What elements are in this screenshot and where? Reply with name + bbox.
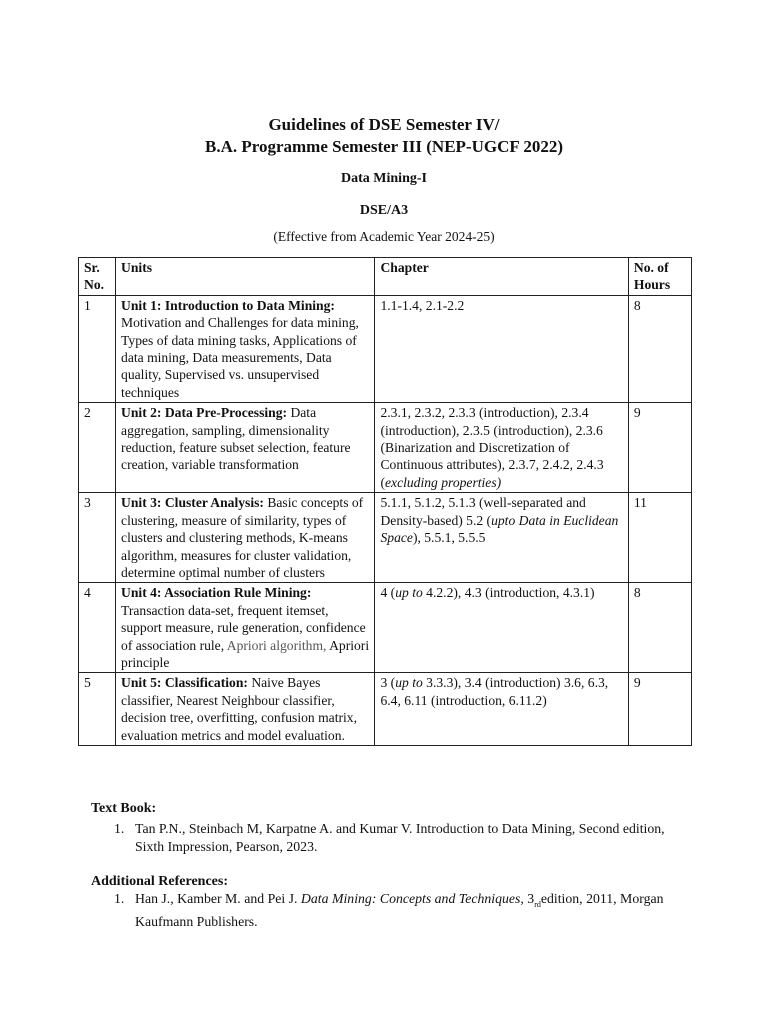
table-row <box>79 493 692 583</box>
reference-book-title: Data Mining: Concepts and Techniques <box>300 891 521 906</box>
unit-text: Data aggregation, sampling, dimensionality reduction, feature subset selection, feature creation, variable transformation <box>121 405 351 473</box>
row-sr: 5 <box>79 673 116 746</box>
row-hours: 9 <box>628 673 691 746</box>
header-sr-no: Sr. No. <box>79 258 116 296</box>
row-units <box>116 583 375 673</box>
row-hours: 8 <box>628 583 691 673</box>
row-chapter <box>375 493 628 583</box>
row-units <box>116 403 375 493</box>
chapter-text: 3.3.3), 3.4 (introduction) 3.6, 6.3, 6.4, 6.11 (introduction, 6.11.2) <box>380 675 609 708</box>
additional-references-heading: Additional References: <box>91 874 228 889</box>
unit-text: Apriori principle <box>121 637 370 670</box>
unit-text: Transaction data-set, frequent itemset, support measure, rule generation, confidence of association rule, <box>121 602 366 653</box>
chapter-text: 4.2.2), 4.3 (introduction, 4.3.1) <box>422 585 595 601</box>
header-hours: No. of Hours <box>628 258 691 296</box>
reference-text: Tan P.N., Steinbach M, Karpatne A. and Kumar V. Introduction to Data Mining, Second edition, Sixth Impression, Pearson, 2023. <box>135 821 665 854</box>
document-title-line1: Guidelines of DSE Semester IV/ <box>268 115 500 134</box>
row-units <box>116 295 375 402</box>
chapter-text: 4 ( <box>380 585 396 601</box>
list-number: 1. <box>114 891 125 906</box>
effective-note: (Effective from Academic Year 2024-25) <box>273 229 495 244</box>
reference-edition: , 3 <box>520 891 535 906</box>
chapter-text: 5.1.1, 5.1.2, 5.1.3 (well-separated and Density-based) 5.2 ( <box>380 495 586 528</box>
unit-text-gray: Apriori algorithm, <box>226 637 327 653</box>
chapter-italic: up to <box>395 585 423 601</box>
header-chapter: Chapter <box>375 258 628 296</box>
unit-text: Motivation and Challenges for data mining, Types of data mining tasks, Applications of data mining, Data measurements, Data quality, Supervised vs. unsupervised techniques <box>121 315 359 400</box>
course-name: Data Mining-I <box>341 171 427 186</box>
reference-authors: Han J., Kamber M. and Pei J. <box>135 891 301 906</box>
row-chapter <box>375 403 628 493</box>
unit-title: Unit 2: Data Pre-Processing: <box>121 405 288 421</box>
row-chapter: 1.1-1.4, 2.1-2.2 <box>375 295 628 402</box>
unit-text: Naive Bayes classifier, Nearest Neighbour classifier, decision tree, overfitting, confusion matrix, evaluation metrics and model evaluation. <box>121 675 357 743</box>
table-row <box>79 403 692 493</box>
row-sr: 4 <box>79 583 116 673</box>
syllabus-table <box>78 257 692 746</box>
chapter-italic: up to <box>395 675 423 691</box>
row-sr: 1 <box>79 295 116 402</box>
unit-title: Unit 5: Classification: <box>121 675 248 691</box>
row-sr: 3 <box>79 493 116 583</box>
chapter-text: 3 ( <box>380 675 396 691</box>
row-units <box>116 673 375 746</box>
text-book-heading: Text Book: <box>91 801 157 816</box>
chapter-text: 2.3.1, 2.3.2, 2.3.3 (introduction), 2.3.4 (introduction), 2.3.5 (introduction), 2.3.6 (Binarization and Discretization of Continuous attributes), 2.3.7, 2.4.2, 2.4.3 ( <box>380 405 604 490</box>
row-hours: 8 <box>628 295 691 402</box>
chapter-text: ), 5.5.1, 5.5.5 <box>412 530 486 546</box>
table-row <box>79 673 692 746</box>
table-row <box>79 295 692 402</box>
row-chapter <box>375 673 628 746</box>
reference-text <box>135 890 675 931</box>
header-units: Units <box>116 258 375 296</box>
course-code: DSE/A3 <box>359 203 409 218</box>
unit-title: Unit 4: Association Rule Mining: <box>121 585 312 601</box>
unit-text: Basic concepts of clustering, measure of similarity, types of clusters and clustering methods, K-means algorithm, measures for cluster validation, determine optimal number of clusters <box>121 495 364 580</box>
row-chapter <box>375 583 628 673</box>
row-units <box>116 493 375 583</box>
list-number: 1. <box>114 821 125 836</box>
unit-title: Unit 1: Introduction to Data Mining: <box>121 297 335 313</box>
table-row <box>79 583 692 673</box>
edition-ordinal: rd <box>534 899 541 909</box>
chapter-italic: upto Data in Euclidean Space <box>380 512 619 546</box>
table-header-row <box>79 258 692 296</box>
unit-title: Unit 3: Cluster Analysis: <box>121 495 264 511</box>
chapter-italic: excluding properties) <box>385 474 502 490</box>
row-sr: 2 <box>79 403 116 493</box>
row-hours: 11 <box>628 493 691 583</box>
row-hours: 9 <box>628 403 691 493</box>
document-title-line2: B.A. Programme Semester III (NEP-UGCF 2022) <box>204 137 564 156</box>
reference-publisher: edition, 2011, Morgan Kaufmann Publishers. <box>135 891 664 930</box>
